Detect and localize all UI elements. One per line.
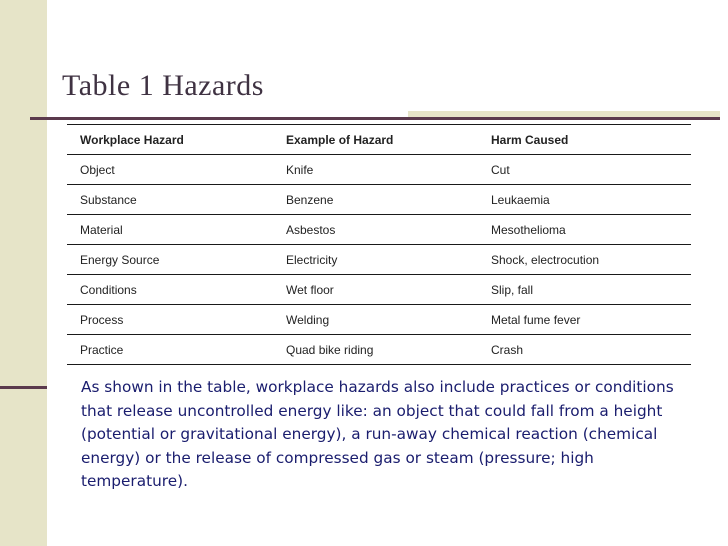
slide-title: Table 1 Hazards bbox=[62, 69, 264, 102]
cell-example: Knife bbox=[273, 155, 478, 185]
cell-harm: Mesothelioma bbox=[478, 215, 691, 245]
table-row bbox=[67, 155, 691, 185]
table-header-row bbox=[67, 125, 691, 155]
table-row bbox=[67, 185, 691, 215]
cell-example: Asbestos bbox=[273, 215, 478, 245]
header-workplace-hazard: Workplace Hazard bbox=[67, 125, 273, 155]
table-row bbox=[67, 275, 691, 305]
table-row bbox=[67, 215, 691, 245]
cell-example: Benzene bbox=[273, 185, 478, 215]
cell-hazard: Material bbox=[67, 215, 273, 245]
title-rule bbox=[30, 117, 720, 120]
cell-harm: Slip, fall bbox=[478, 275, 691, 305]
explanatory-caption: As shown in the table, workplace hazards also include practices or conditions that release uncontrolled energy like: an object that could fall from a height (potential or gravitational energy), a run-away chemical reaction (chemical energy) or the release of compressed gas or steam (pressure; high temperature). bbox=[81, 378, 674, 491]
cell-hazard: Practice bbox=[67, 335, 273, 365]
table-row bbox=[67, 305, 691, 335]
side-bar-accent-line bbox=[0, 386, 47, 389]
cell-example: Quad bike riding bbox=[273, 335, 478, 365]
cell-harm: Metal fume fever bbox=[478, 305, 691, 335]
cell-hazard: Substance bbox=[67, 185, 273, 215]
hazard-table bbox=[67, 124, 691, 365]
header-harm-caused: Harm Caused bbox=[478, 125, 691, 155]
cell-hazard: Object bbox=[67, 155, 273, 185]
header-example-of-hazard: Example of Hazard bbox=[273, 125, 478, 155]
cell-harm: Shock, electrocution bbox=[478, 245, 691, 275]
table-row bbox=[67, 245, 691, 275]
table-row bbox=[67, 335, 691, 365]
cell-harm: Leukaemia bbox=[478, 185, 691, 215]
cell-harm: Crash bbox=[478, 335, 691, 365]
cell-harm: Cut bbox=[478, 155, 691, 185]
cell-example: Electricity bbox=[273, 245, 478, 275]
cell-example: Welding bbox=[273, 305, 478, 335]
cell-hazard: Energy Source bbox=[67, 245, 273, 275]
cell-example: Wet floor bbox=[273, 275, 478, 305]
decorative-side-bar bbox=[0, 0, 47, 546]
cell-hazard: Conditions bbox=[67, 275, 273, 305]
cell-hazard: Process bbox=[67, 305, 273, 335]
